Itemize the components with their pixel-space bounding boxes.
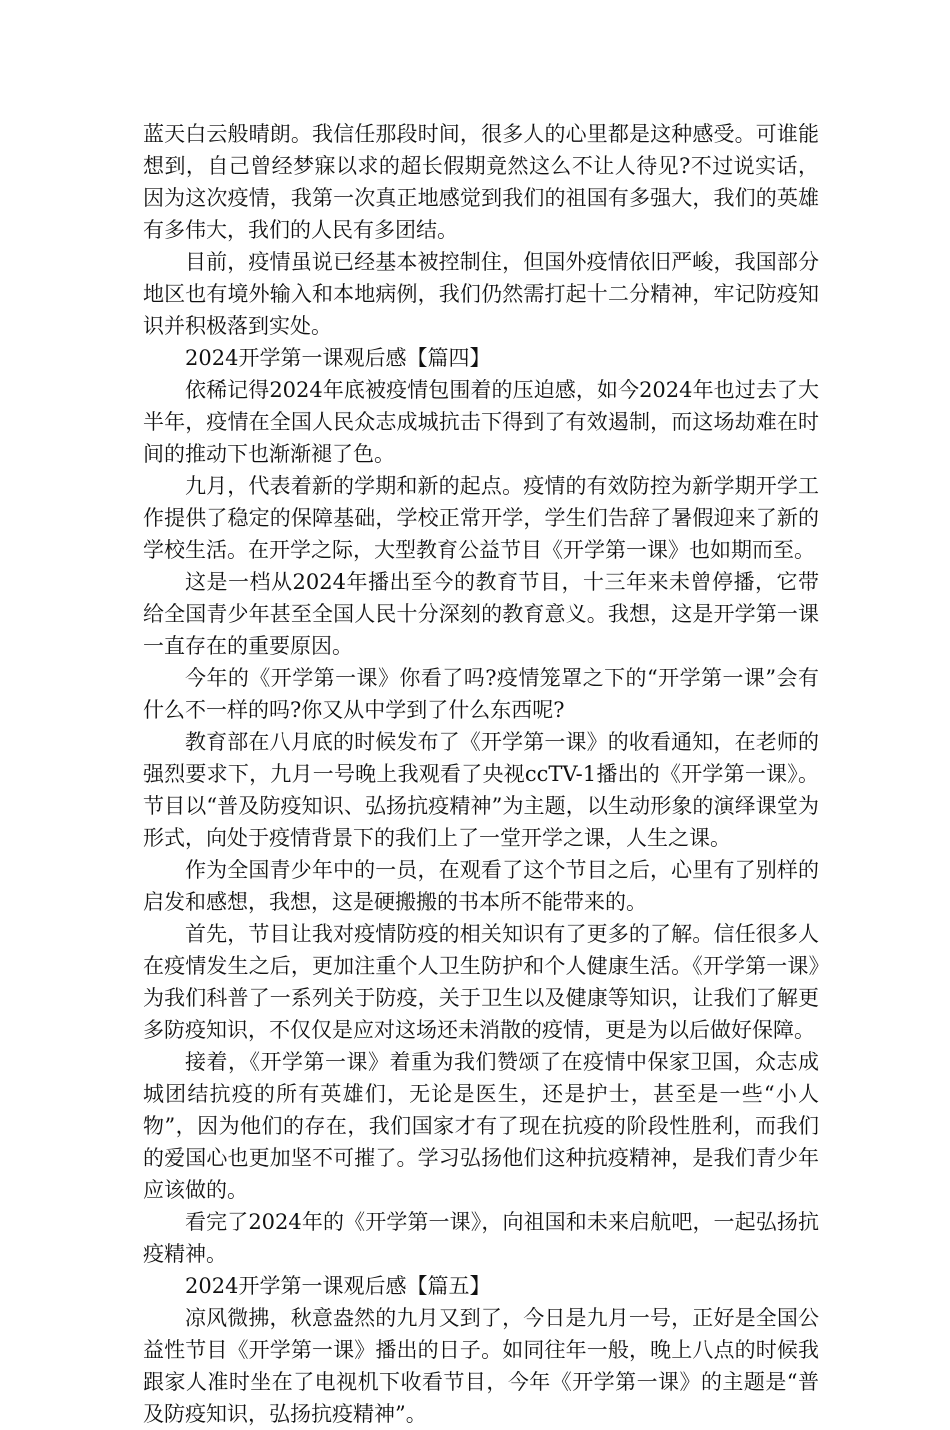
- section-heading-part-four: 2024开学第一课观后感【篇四】: [185, 346, 491, 370]
- paragraph-continuation: 蓝天白云般晴朗。我信任那段时间，很多人的心里都是这种感受。可谁能想到，自己曾经梦寐以求的超长假期竟然这么不让人待见?不过说实话，因为这次疫情，我第一次真正地感觉到我们的祖国有多强大，我们的英雄有多伟大，我们的人民有多团结。: [143, 122, 819, 242]
- paragraph: 作为全国青少年中的一员，在观看了这个节目之后，心里有了别样的启发和感想，我想，这是硬搬搬的书本所不能带来的。: [143, 858, 819, 914]
- paragraph: 这是一档从2024年播出至今的教育节目，十三年来未曾停播，它带给全国青少年甚至全国人民十分深刻的教育意义。我想，这是开学第一课一直存在的重要原因。: [143, 570, 819, 658]
- document-page: [143, 118, 819, 1430]
- paragraph: 接着，《开学第一课》着重为我们赞颂了在疫情中保家卫国，众志成城团结抗疫的所有英雄们，无论是医生，还是护士，甚至是一些“小人物”，因为他们的存在，我们国家才有了现在抗疫的阶段性胜利，而我们的爱国心也更加坚不可摧了。学习弘扬他们这种抗疫精神，是我们青少年应该做的。: [143, 1050, 819, 1202]
- paragraph: 教育部在八月底的时候发布了《开学第一课》的收看通知，在老师的强烈要求下，九月一号晚上我观看了央视ccTV-1播出的《开学第一课》。节目以“普及防疫知识、弘扬抗疫精神”为主题，以生动形象的演绎课堂为形式，向处于疫情背景下的我们上了一堂开学之课，人生之课。: [143, 730, 819, 850]
- paragraph: 首先，节目让我对疫情防疫的相关知识有了更多的了解。信任很多人在疫情发生之后，更加注重个人卫生防护和个人健康生活。《开学第一课》为我们科普了一系列关于防疫，关于卫生以及健康等知识，让我们了解更多防疫知识，不仅仅是应对这场还未消散的疫情，更是为以后做好保障。: [143, 922, 819, 1042]
- paragraph: 今年的《开学第一课》你看了吗?疫情笼罩之下的“开学第一课”会有什么不一样的吗?你又从中学到了什么东西呢?: [143, 666, 819, 722]
- paragraph: 看完了2024年的《开学第一课》，向祖国和未来启航吧，一起弘扬抗疫精神。: [143, 1210, 819, 1266]
- paragraph: 九月，代表着新的学期和新的起点。疫情的有效防控为新学期开学工作提供了稳定的保障基础，学校正常开学，学生们告辞了暑假迎来了新的学校生活。在开学之际，大型教育公益节目《开学第一课》也如期而至。: [143, 474, 819, 562]
- paragraph: 凉风微拂，秋意盎然的九月又到了，今日是九月一号，正好是全国公益性节目《开学第一课》播出的日子。如同往年一般，晚上八点的时候我跟家人准时坐在了电视机下收看节目，今年《开学第一课》的主题是“普及防疫知识，弘扬抗疫精神”。: [143, 1306, 819, 1426]
- paragraph: 依稀记得2024年底被疫情包围着的压迫感，如今2024年也过去了大半年，疫情在全国人民众志成城抗击下得到了有效遏制，而这场劫难在时间的推动下也渐渐褪了色。: [143, 378, 819, 466]
- section-heading-part-five: 2024开学第一课观后感【篇五】: [185, 1274, 491, 1298]
- paragraph-epidemic-status: 目前，疫情虽说已经基本被控制住，但国外疫情依旧严峻，我国部分地区也有境外输入和本地病例，我们仍然需打起十二分精神，牢记防疫知识并积极落到实处。: [143, 250, 819, 338]
